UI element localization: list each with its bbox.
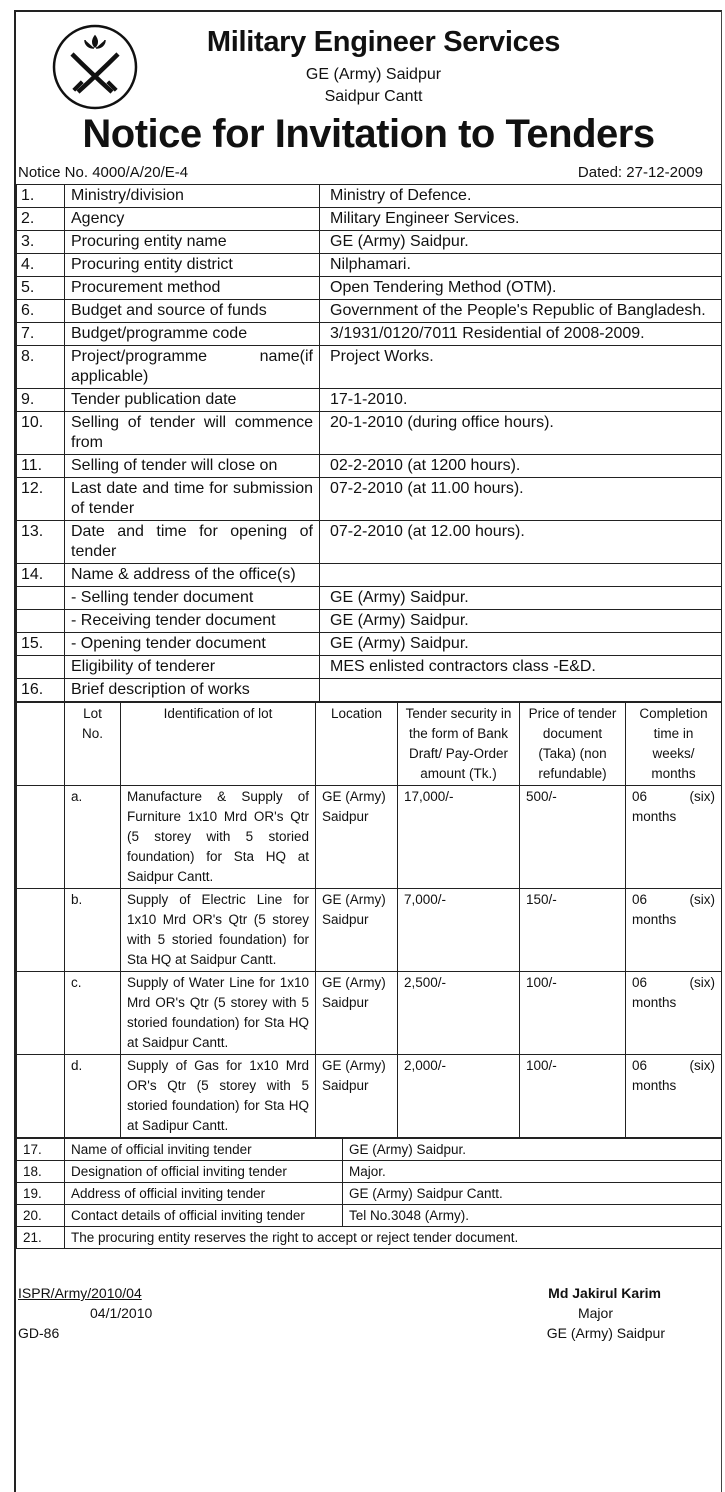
table-row <box>17 1139 722 1161</box>
row-value: 07-2-2010 (at 12.00 hours). <box>320 521 722 564</box>
lot-location: GE (Army) Saidpur <box>316 786 398 889</box>
lot-row <box>17 786 722 889</box>
row-label: Budget and source of funds <box>65 300 320 323</box>
row-value: Project Works. <box>320 346 722 389</box>
col-header-identification: Identification of lot <box>121 703 316 786</box>
lot-price: 100/- <box>520 972 626 1055</box>
lot-description: Supply of Electric Line for 1x10 Mrd OR's Qtr (5 storey with 5 storied foundation) for Sta HQ at Saidpur Cantt. <box>121 889 316 972</box>
lot-security: 2,500/- <box>398 972 520 1055</box>
row-label: Brief description of works <box>65 679 320 702</box>
row-label: Budget/programme code <box>65 323 320 346</box>
table-row <box>17 455 722 478</box>
row-label: - Receiving tender document <box>65 610 320 633</box>
lot-row <box>17 1055 722 1138</box>
row-value: GE (Army) Saidpur. <box>320 231 722 254</box>
row-label: Tender publication date <box>65 389 320 412</box>
row-number: 10. <box>17 412 65 455</box>
table-row <box>17 1161 722 1183</box>
row-number: 21. <box>17 1227 65 1249</box>
lot-security: 7,000/- <box>398 889 520 972</box>
table-row <box>17 208 722 231</box>
lot-id: c. <box>65 972 121 1055</box>
row-value: GE (Army) Saidpur. <box>320 610 722 633</box>
row-value: Major. <box>343 1161 722 1183</box>
tender-details-table <box>16 184 722 702</box>
lot-location: GE (Army) Saidpur <box>316 889 398 972</box>
lot-description: Supply of Gas for 1x10 Mrd OR's Qtr (5 storey with 5 storied foundation) for Sta HQ at Sadipur Cantt. <box>121 1055 316 1138</box>
table-row <box>17 323 722 346</box>
row-number: 9. <box>17 389 65 412</box>
table-row <box>17 231 722 254</box>
lot-completion: 06 (six) months <box>626 972 722 1055</box>
reference-date: 04/1/2010 <box>90 1305 153 1321</box>
row-label: Project/programme name(if applicable) <box>65 346 320 389</box>
lot-description: Manufacture & Supply of Furniture 1x10 Mrd OR's Qtr (5 storey with 5 storied foundation) for Sta HQ at Saidpur Cantt. <box>121 786 316 889</box>
row-number: 20. <box>17 1205 65 1227</box>
signatory-unit: GE (Army) Saidpur <box>546 1325 665 1341</box>
row-number: 16. <box>17 679 65 702</box>
row-number: 18. <box>17 1161 65 1183</box>
notice-meta <box>16 164 721 184</box>
table-row <box>17 521 722 564</box>
row-label: Eligibility of tenderer <box>65 656 320 679</box>
notice-title: Notice for Invitation to Tenders <box>82 112 655 156</box>
row-value: 17-1-2010. <box>320 389 722 412</box>
unit-name: GE (Army) Saidpur <box>305 66 442 83</box>
row-value: Ministry of Defence. <box>320 185 722 208</box>
row-value: GE (Army) Saidpur Cantt. <box>343 1183 722 1205</box>
table-row <box>17 1205 722 1227</box>
row-label: Last date and time for submission of tender <box>65 478 320 521</box>
lot-description: Supply of Water Line for 1x10 Mrd OR's Qtr (5 storey with 5 storied foundation) for Sta HQ at Saidpur Cantt. <box>121 972 316 1055</box>
row-label: Procuring entity district <box>65 254 320 277</box>
notice-footer <box>16 1249 721 1369</box>
table-row <box>17 1183 722 1205</box>
row-label: - Selling tender document <box>65 587 320 610</box>
row-label: Selling of tender will commence from <box>65 412 320 455</box>
table-row <box>17 679 722 702</box>
row-number: 12. <box>17 478 65 521</box>
table-row <box>17 277 722 300</box>
row-label: Contact details of official inviting tender <box>65 1205 343 1227</box>
row-number: 5. <box>17 277 65 300</box>
row-number <box>17 656 65 679</box>
row-value: Military Engineer Services. <box>320 208 722 231</box>
lot-location: GE (Army) Saidpur <box>316 1055 398 1138</box>
row-label: Name & address of the office(s) <box>65 564 320 587</box>
lot-security: 17,000/- <box>398 786 520 889</box>
row-number: 1. <box>17 185 65 208</box>
row-number <box>17 610 65 633</box>
col-header-lot-no: Lot No. <box>65 703 121 786</box>
row-number: 6. <box>17 300 65 323</box>
row-number: 19. <box>17 1183 65 1205</box>
table-row <box>17 412 722 455</box>
lot-location: GE (Army) Saidpur <box>316 972 398 1055</box>
row-value: MES enlisted contractors class -E&D. <box>320 656 722 679</box>
table-row <box>17 254 722 277</box>
lots-header-row <box>17 703 722 786</box>
row-value: Open Tendering Method (OTM). <box>320 277 722 300</box>
row-label: Procurement method <box>65 277 320 300</box>
table-row <box>17 478 722 521</box>
official-details-table <box>16 1138 722 1249</box>
lot-price: 150/- <box>520 889 626 972</box>
lot-id: d. <box>65 1055 121 1138</box>
row-label: Ministry/division <box>65 185 320 208</box>
lot-row <box>17 889 722 972</box>
col-header-price: Price of tender document (Taka) (non refundable) <box>520 703 626 786</box>
notice-number: Notice No. 4000/A/20/E-4 <box>18 164 189 181</box>
table-row <box>17 346 722 389</box>
row-number: 17. <box>17 1139 65 1161</box>
table-row <box>17 610 722 633</box>
row-number: 3. <box>17 231 65 254</box>
row-number <box>17 587 65 610</box>
table-row <box>17 633 722 656</box>
row-value: 20-1-2010 (during office hours). <box>320 412 722 455</box>
row-number: 15. <box>17 633 65 656</box>
row-label: Designation of official inviting tender <box>65 1161 343 1183</box>
notice-header <box>16 12 721 164</box>
tender-notice-document <box>14 10 722 1492</box>
row-number: 13. <box>17 521 65 564</box>
organization-name: Military Engineer Services <box>206 26 561 58</box>
row-number: 4. <box>17 254 65 277</box>
row-value: GE (Army) Saidpur. <box>320 587 722 610</box>
row-value: GE (Army) Saidpur. <box>320 633 722 656</box>
table-row <box>17 564 722 587</box>
lot-completion: 06 (six) months <box>626 786 722 889</box>
row-number: 8. <box>17 346 65 389</box>
lot-completion: 06 (six) months <box>626 889 722 972</box>
row-number: 11. <box>17 455 65 478</box>
table-row <box>17 1227 722 1249</box>
gd-code: GD-86 <box>18 1325 60 1341</box>
lots-table <box>16 702 722 1138</box>
row-label: Selling of tender will close on <box>65 455 320 478</box>
row-value: Tel No.3048 (Army). <box>343 1205 722 1227</box>
row-value: Nilphamari. <box>320 254 722 277</box>
row-value: GE (Army) Saidpur. <box>343 1139 722 1161</box>
table-row <box>17 389 722 412</box>
row-label: Date and time for opening of tender <box>65 521 320 564</box>
signatory-rank: Major <box>577 1305 613 1321</box>
row-number: 7. <box>17 323 65 346</box>
lot-id: a. <box>65 786 121 889</box>
reservation-clause: The procuring entity reserves the right to accept or reject tender document. <box>65 1227 722 1249</box>
row-value: 02-2-2010 (at 1200 hours). <box>320 455 722 478</box>
row-value: 07-2-2010 (at 11.00 hours). <box>320 478 722 521</box>
col-header-location: Location <box>316 703 398 786</box>
ispr-reference: ISPR/Army/2010/04 <box>18 1285 142 1301</box>
row-label: Address of official inviting tender <box>65 1183 343 1205</box>
row-number: 14. <box>17 564 65 587</box>
signatory-name: Md Jakirul Karim <box>548 1285 661 1301</box>
table-row <box>17 185 722 208</box>
row-label: - Opening tender document <box>65 633 320 656</box>
table-row <box>17 587 722 610</box>
col-header-tender-security: Tender security in the form of Bank Draft/ Pay-Order amount (Tk.) <box>398 703 520 786</box>
lot-row <box>17 972 722 1055</box>
row-label: Name of official inviting tender <box>65 1139 343 1161</box>
unit-location: Saidpur Cantt <box>324 88 423 105</box>
lot-price: 100/- <box>520 1055 626 1138</box>
notice-date: Dated: 27-12-2009 <box>577 164 703 181</box>
table-row <box>17 656 722 679</box>
lot-completion: 06 (six) months <box>626 1055 722 1138</box>
row-number: 2. <box>17 208 65 231</box>
row-value: Government of the People's Republic of Bangladesh. <box>320 300 722 323</box>
row-value <box>320 564 722 587</box>
table-row <box>17 300 722 323</box>
lot-id: b. <box>65 889 121 972</box>
row-value: 3/1931/0120/7011 Residential of 2008-2009. <box>320 323 722 346</box>
row-value <box>320 679 722 702</box>
col-header-completion-time: Completion time in weeks/ months <box>626 703 722 786</box>
row-label: Agency <box>65 208 320 231</box>
row-label: Procuring entity name <box>65 231 320 254</box>
lot-price: 500/- <box>520 786 626 889</box>
lot-security: 2,000/- <box>398 1055 520 1138</box>
